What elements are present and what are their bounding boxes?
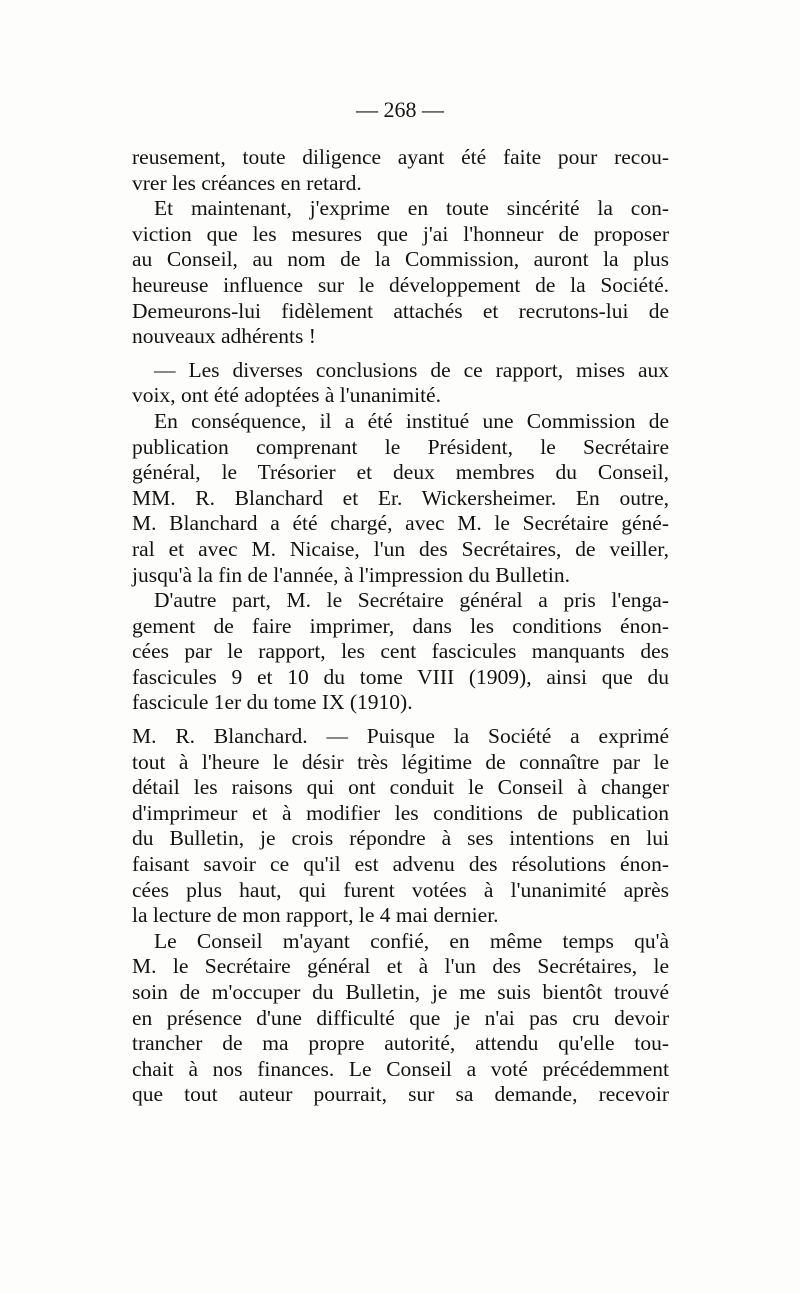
paragraph xyxy=(132,145,669,196)
text-line: faisant savoir ce qu'il est advenu des résolutions énon- xyxy=(132,852,669,877)
text-line: En conséquence, il a été institué une Commission de xyxy=(154,408,669,433)
text-line: Et maintenant, j'exprime en toute sincérité la con- xyxy=(154,196,669,221)
paragraph xyxy=(132,196,669,350)
text-line: nouveaux adhérents ! xyxy=(132,324,316,349)
text-line: publication comprenant le Président, le Secrétaire xyxy=(132,434,669,459)
text-line: jusqu'à la fin de l'année, à l'impression du Bulletin. xyxy=(132,562,570,587)
text-line: viction que les mesures que j'ai l'honneur de proposer xyxy=(132,221,669,246)
text-line: D'autre part, M. le Secrétaire général a pris l'enga- xyxy=(154,588,669,613)
text-line: — Les diverses conclusions de ce rapport, mises aux xyxy=(154,357,669,382)
text-line: Demeurons-lui fidèlement attachés et recrutons-lui de xyxy=(132,298,669,323)
text-line: reusement, toute diligence ayant été faite pour recou- xyxy=(132,145,669,169)
text-line: M. le Secrétaire général et à l'un des Secrétaires, le xyxy=(132,954,669,979)
page-number: — 268 — xyxy=(356,97,444,122)
text-line: heureuse influence sur le développement de la Société. xyxy=(132,272,669,297)
text-line: du Bulletin, je crois répondre à ses intentions en lui xyxy=(132,826,669,851)
paragraph xyxy=(132,929,669,1108)
body-text xyxy=(132,145,669,1108)
text-line: en présence d'une difficulté que je n'ai pas cru devoir xyxy=(132,1005,669,1030)
text-line: soin de m'occuper du Bulletin, je me suis bientôt trouvé xyxy=(132,980,669,1004)
paragraph xyxy=(132,588,669,716)
text-line: cées plus haut, qui furent votées à l'unanimité après xyxy=(132,877,669,902)
paragraph xyxy=(132,358,669,409)
text-line: cées par le rapport, les cent fascicules manquants des xyxy=(132,639,669,664)
text-line: voix, ont été adoptées à l'unanimité. xyxy=(132,383,441,408)
text-line: d'imprimeur et à modifier les conditions de publication xyxy=(132,800,669,825)
text-line: M. Blanchard a été chargé, avec M. le Secrétaire géné- xyxy=(132,511,669,536)
text-line: ral et avec M. Nicaise, l'un des Secrétaires, de veiller, xyxy=(132,536,669,561)
text-line: fascicule 1er du tome IX (1910). xyxy=(132,690,413,715)
text-line: vrer les créances en retard. xyxy=(132,170,362,195)
text-line: gement de faire imprimer, dans les conditions énon- xyxy=(132,613,669,638)
text-line: M. R. Blanchard. — Puisque la Société a exprimé xyxy=(132,724,669,749)
text-line: tout à l'heure le désir très légitime de connaître par le xyxy=(132,749,669,774)
paragraph xyxy=(132,724,669,929)
paragraph-spacer xyxy=(132,716,669,724)
text-line: général, le Trésorier et deux membres du Conseil, xyxy=(132,460,669,485)
text-line: la lecture de mon rapport, le 4 mai dernier. xyxy=(132,903,499,928)
text-line: fascicules 9 et 10 du tome VIII (1909), ainsi que du xyxy=(132,664,669,689)
text-line: au Conseil, au nom de la Commission, auront la plus xyxy=(132,247,669,272)
text-line: que tout auteur pourrait, sur sa demande, recevoir xyxy=(132,1082,669,1107)
paragraph xyxy=(132,409,669,588)
text-line: détail les raisons qui ont conduit le Conseil à changer xyxy=(132,775,669,800)
text-line: MM. R. Blanchard et Er. Wickersheimer. En outre, xyxy=(132,485,669,510)
text-line: chait à nos finances. Le Conseil a voté précédemment xyxy=(132,1056,669,1081)
text-line: Le Conseil m'ayant confié, en même temps qu'à xyxy=(154,928,669,953)
paragraph-spacer xyxy=(132,350,669,358)
text-line: trancher de ma propre autorité, attendu qu'elle tou- xyxy=(132,1031,669,1056)
